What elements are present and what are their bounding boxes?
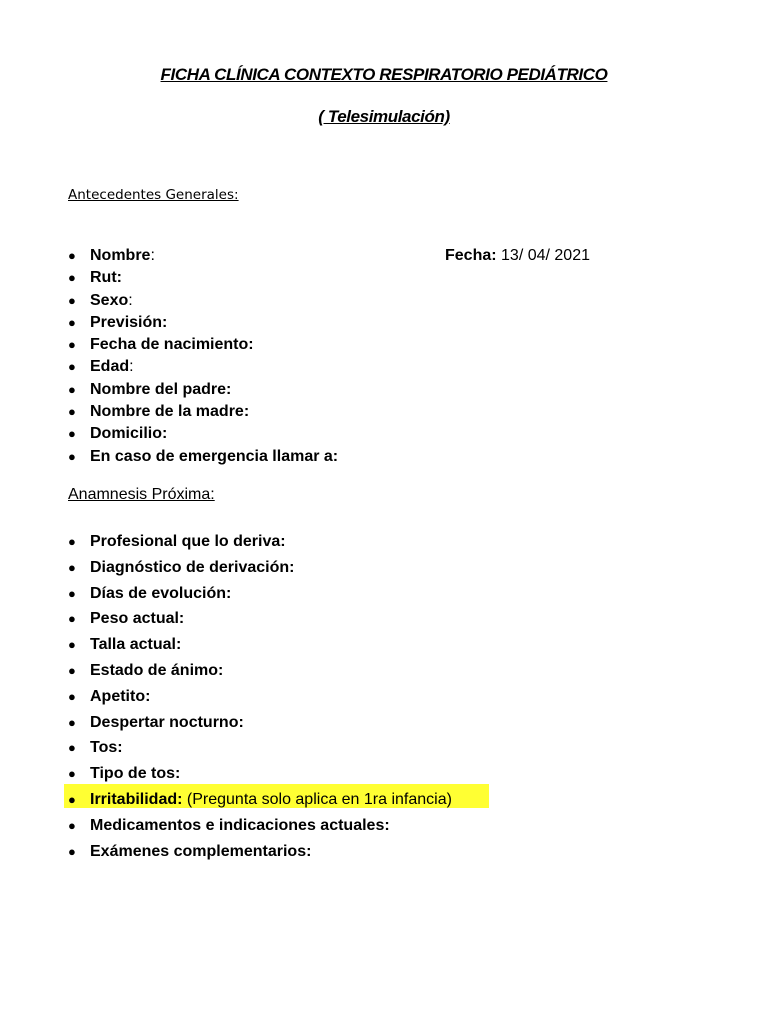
field-label: Irritabilidad:: [90, 790, 183, 808]
general-section-heading: Antecedentes Generales:: [68, 187, 239, 203]
bullet-icon: ●: [68, 714, 76, 730]
bullet-icon: ●: [68, 766, 76, 782]
list-item: [68, 761, 708, 787]
list-item: [68, 735, 708, 761]
document-subtitle: ( Telesimulación): [318, 107, 450, 126]
bullet-icon: ●: [68, 404, 76, 420]
anamnesis-section-heading: Anamnesis Próxima:: [68, 486, 215, 503]
list-item: [68, 555, 708, 581]
list-item: [68, 356, 708, 378]
date-label: Fecha:: [445, 247, 497, 264]
bullet-icon: ●: [68, 843, 76, 859]
field-label: Profesional que lo deriva:: [90, 533, 286, 550]
field-label: Nombre: [90, 247, 151, 264]
bullet-icon: ●: [68, 381, 76, 397]
list-item: [68, 813, 708, 839]
field-note: (Pregunta solo aplica en 1ra infancia): [182, 790, 452, 808]
bullet-icon: ●: [68, 292, 76, 308]
bullet-icon: ●: [68, 688, 76, 704]
bullet-icon: ●: [68, 337, 76, 353]
field-label: Apetito:: [90, 687, 151, 705]
date-value: 13/ 04/ 2021: [501, 247, 590, 264]
field-label: Tos:: [90, 739, 123, 757]
field-label: Sexo: [90, 291, 129, 309]
list-item: [68, 423, 708, 445]
field-label: Estado de ánimo:: [90, 661, 224, 679]
anamnesis-fields-list: [68, 529, 708, 864]
field-suffix: :: [129, 358, 134, 376]
list-item: [68, 446, 708, 468]
bullet-icon: ●: [68, 248, 76, 263]
bullet-icon: ●: [68, 448, 76, 464]
list-item: [68, 267, 708, 289]
field-label: Fecha de nacimiento:: [90, 336, 254, 354]
bullet-icon: ●: [68, 559, 76, 575]
field-label: Medicamentos e indicaciones actuales:: [90, 816, 390, 834]
field-label: Previsión:: [90, 313, 168, 331]
bullet-icon: ●: [68, 585, 76, 601]
list-item: [68, 658, 708, 684]
field-suffix: :: [128, 291, 133, 309]
field-label: Edad: [90, 358, 130, 376]
field-label: Nombre de la madre:: [90, 403, 250, 421]
list-item: [68, 334, 708, 356]
list-item-highlighted: [68, 787, 708, 813]
list-item: [68, 401, 708, 423]
bullet-icon: ●: [68, 611, 76, 627]
list-item: [68, 245, 708, 267]
bullet-icon: ●: [68, 791, 76, 807]
field-label: En caso de emergencia llamar a:: [90, 447, 339, 465]
field-label: Nombre del padre:: [90, 380, 232, 398]
bullet-icon: ●: [68, 314, 76, 330]
bullet-icon: ●: [68, 270, 76, 286]
document-title: FICHA CLÍNICA CONTEXTO RESPIRATORIO PEDIÁTRICO: [160, 65, 608, 84]
field-label: Rut:: [90, 269, 122, 287]
field-label: Despertar nocturno:: [90, 713, 244, 731]
list-item: [68, 632, 708, 658]
list-item: [68, 606, 708, 632]
list-item: [68, 839, 708, 865]
field-suffix: :: [150, 247, 155, 264]
list-item: [68, 710, 708, 736]
field-label: Días de evolución:: [90, 584, 232, 602]
list-item: [68, 312, 708, 334]
bullet-icon: ●: [68, 817, 76, 833]
bullet-icon: ●: [68, 740, 76, 756]
list-item: [68, 379, 708, 401]
bullet-icon: ●: [68, 359, 76, 375]
bullet-icon: ●: [68, 534, 76, 549]
field-label: Diagnóstico de derivación:: [90, 558, 295, 576]
list-item: [68, 290, 708, 312]
list-item: [68, 684, 708, 710]
field-label: Peso actual:: [90, 610, 185, 628]
general-fields-list: [68, 245, 708, 468]
bullet-icon: ●: [68, 637, 76, 653]
field-label: Tipo de tos:: [90, 765, 181, 783]
bullet-icon: ●: [68, 662, 76, 678]
field-label: Talla actual:: [90, 636, 182, 654]
list-item: [68, 581, 708, 607]
bullet-icon: ●: [68, 426, 76, 442]
field-label: Exámenes complementarios:: [90, 842, 312, 860]
list-item: [68, 529, 708, 555]
field-label: Domicilio:: [90, 425, 168, 443]
